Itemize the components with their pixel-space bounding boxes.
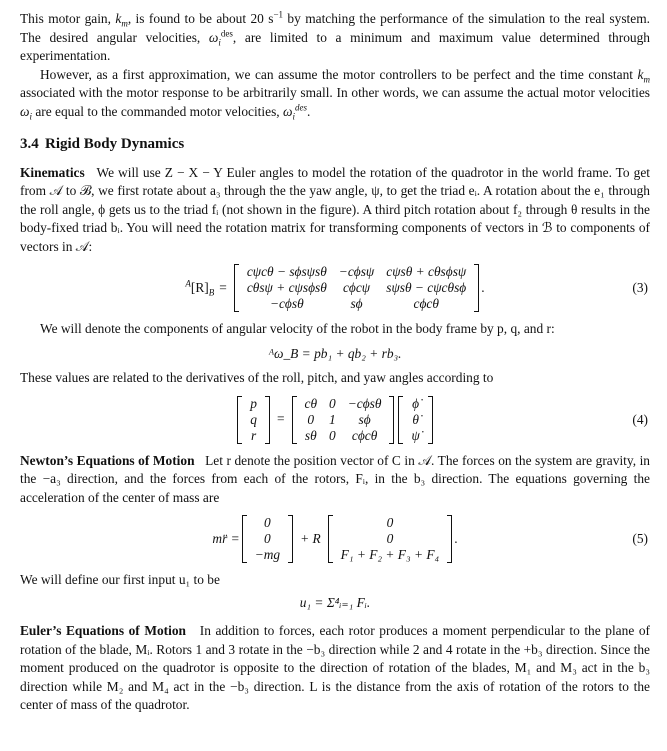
newton-paragraph <box>20 452 650 508</box>
matrix-cell: cψsθ + cθsϕsψ <box>386 264 467 279</box>
eq5-lhs: mr̈ = <box>212 530 240 546</box>
intro-paragraph-1: This motor gain, $k_m$, is found to be about 20 $s^{-1}$ by matching the performance of the simulation to the real system. The desired angular velocities, $\omega_i^{des}$, are limited to a minimum and maximum value determined through experimentation. <box>20 9 650 63</box>
section-heading <box>20 135 650 154</box>
input-paragraph: We will define our first input u₁ to be <box>20 572 220 587</box>
angular-velocity-paragraph: We will denote the components of angular velocity of the robot in the body frame by p, q, and r: <box>40 321 555 336</box>
euler-angle-derivative-vector <box>398 396 432 444</box>
matrix-cell: sϕ <box>350 296 363 311</box>
matrix-cell: cθ <box>304 395 318 411</box>
equation-5: mr̈ = 0 0 −mg + R 0 0 F₁ + F₂ + F₃ + F₄ . (5) <box>212 515 648 562</box>
vector-cell: 0 <box>264 515 271 530</box>
eq5-plus: + R <box>300 530 321 546</box>
matrix-cell: sϕ <box>358 411 371 427</box>
equation-number-3: (3) <box>632 279 648 295</box>
equation-4: p q r = cθ 0 −cϕsθ 0 1 sϕ sθ 0 cϕcθ ϕ̇ θ̇ ψ̇ (4) <box>20 396 650 444</box>
euler-heading: Euler’s Equations of Motion <box>20 623 186 638</box>
matrix-cell: cθsψ + cψsϕsθ <box>246 280 327 295</box>
vector-cell: 0 <box>386 531 394 546</box>
matrix-cell: cϕcψ <box>342 280 371 295</box>
vector-cell: ϕ̇ <box>412 395 420 411</box>
gravity-vector <box>242 515 293 563</box>
vector-cell: r <box>250 427 257 443</box>
rotation-matrix <box>234 264 479 312</box>
euler-text: In addition to forces, each rotor produces a moment perpendicular to the plane of rotation of the blade, Mᵢ. Rotors 1 and 3 rotate in the −b₃ direction while 2 and 4 rotate in the +b₃ direction. Since the moment produced on the quadrotor is opposite to the direction of rotation of the blades, M₁ and M₃ act in the b₃ direction while M₂ and M₄ act in the −b₃ direction. L is the distance from the axis of rotation of the rotors to the center of mass of the quadrotor. <box>20 623 650 712</box>
newton-text: Let r denote the position vector of C in 𝒜. The forces on the system are gravity, in the −a₃ direction, and the forces from each of the rotors, Fᵢ, in the b₃ direction. The equations governing the acceleration of the center of mass are <box>20 452 650 505</box>
vector-cell: q <box>250 411 257 427</box>
eq3-lhs: $^A[R]_B$ <box>185 278 215 298</box>
matrix-cell: 0 <box>307 411 315 427</box>
equation-number-5: (5) <box>632 530 648 546</box>
vector-cell: 0 <box>264 531 271 546</box>
matrix-cell: 1 <box>329 411 336 427</box>
input-equation: u₁ = Σ⁴ᵢ₌₁ Fᵢ. <box>299 594 371 610</box>
section-number: 3.4 <box>20 136 39 152</box>
paper-page <box>20 10 650 715</box>
matrix-cell: cϕcθ <box>351 427 378 443</box>
vector-cell: 0 <box>386 515 394 530</box>
equation-3: $^A[R]_B$ = cψcθ − sϕsψsθ −cϕsψ cψsθ + cθsϕsψ cθsψ + cψsϕsθ cϕcψ sψsθ − cψcθsϕ −cϕsθ sϕ cϕcθ . (3) <box>185 264 648 311</box>
vector-cell: p <box>250 395 257 411</box>
vector-cell: F₁ + F₂ + F₃ + F₄ <box>340 547 440 562</box>
equation-number-4: (4) <box>632 411 648 427</box>
vector-cell: θ̇ <box>412 411 419 427</box>
matrix-cell: −cϕsθ <box>347 395 382 411</box>
intro-paragraph-2: However, as a first approximation, we can assume the motor controllers to be perfect and the time constant $k_m$ associated with the motor response to be arbitrarily small. In other words, we can assume the actual motor velocities $\omega_i$ are equal to the commanded motor velocities, $\omega_i^{des}$. <box>20 66 650 122</box>
angular-rate-vector <box>237 396 270 444</box>
matrix-cell: −cϕsψ <box>338 264 375 279</box>
matrix-cell: sθ <box>304 427 317 443</box>
related-paragraph: These values are related to the derivatives of the roll, pitch, and yaw angles according to <box>20 370 494 385</box>
angular-velocity-equation: ᴬω_B = pb₁ + qb₂ + rb₃. <box>268 345 402 361</box>
vector-cell: ψ̇ <box>411 427 420 443</box>
kinematics-text: We will use Z − X − Y Euler angles to model the rotation of the quadrotor in the world frame. To get from 𝒜 to ℬ, we first rotate about a₃ through the the yaw angle, ψ, to get the triad eᵢ. A rotation about the e₁ through the roll angle, ϕ gets us to the triad fᵢ (not shown in the figure). A third pitch rotation about f₂ through θ results in the body-fixed triad bᵢ. You will need the rotation matrix for transforming components of vectors in ℬ to components of vectors in 𝒜: <box>20 164 650 254</box>
matrix-cell: cϕcθ <box>413 296 439 311</box>
section-title: Rigid Body Dynamics <box>45 136 185 152</box>
matrix-cell: cψcθ − sϕsψsθ <box>246 264 327 279</box>
matrix-cell: sψsθ − cψcθsϕ <box>386 280 467 295</box>
matrix-cell: 0 <box>329 427 336 443</box>
kinematics-heading: Kinematics <box>20 164 85 180</box>
matrix-cell: −cϕsθ <box>269 296 304 311</box>
vector-cell: −mg <box>254 547 281 562</box>
euler-rate-matrix <box>292 396 395 444</box>
thrust-vector <box>328 515 453 563</box>
euler-paragraph <box>20 622 650 715</box>
kinematics-paragraph <box>20 164 650 257</box>
matrix-cell: 0 <box>329 395 336 411</box>
newton-heading: Newton’s Equations of Motion <box>20 452 195 468</box>
